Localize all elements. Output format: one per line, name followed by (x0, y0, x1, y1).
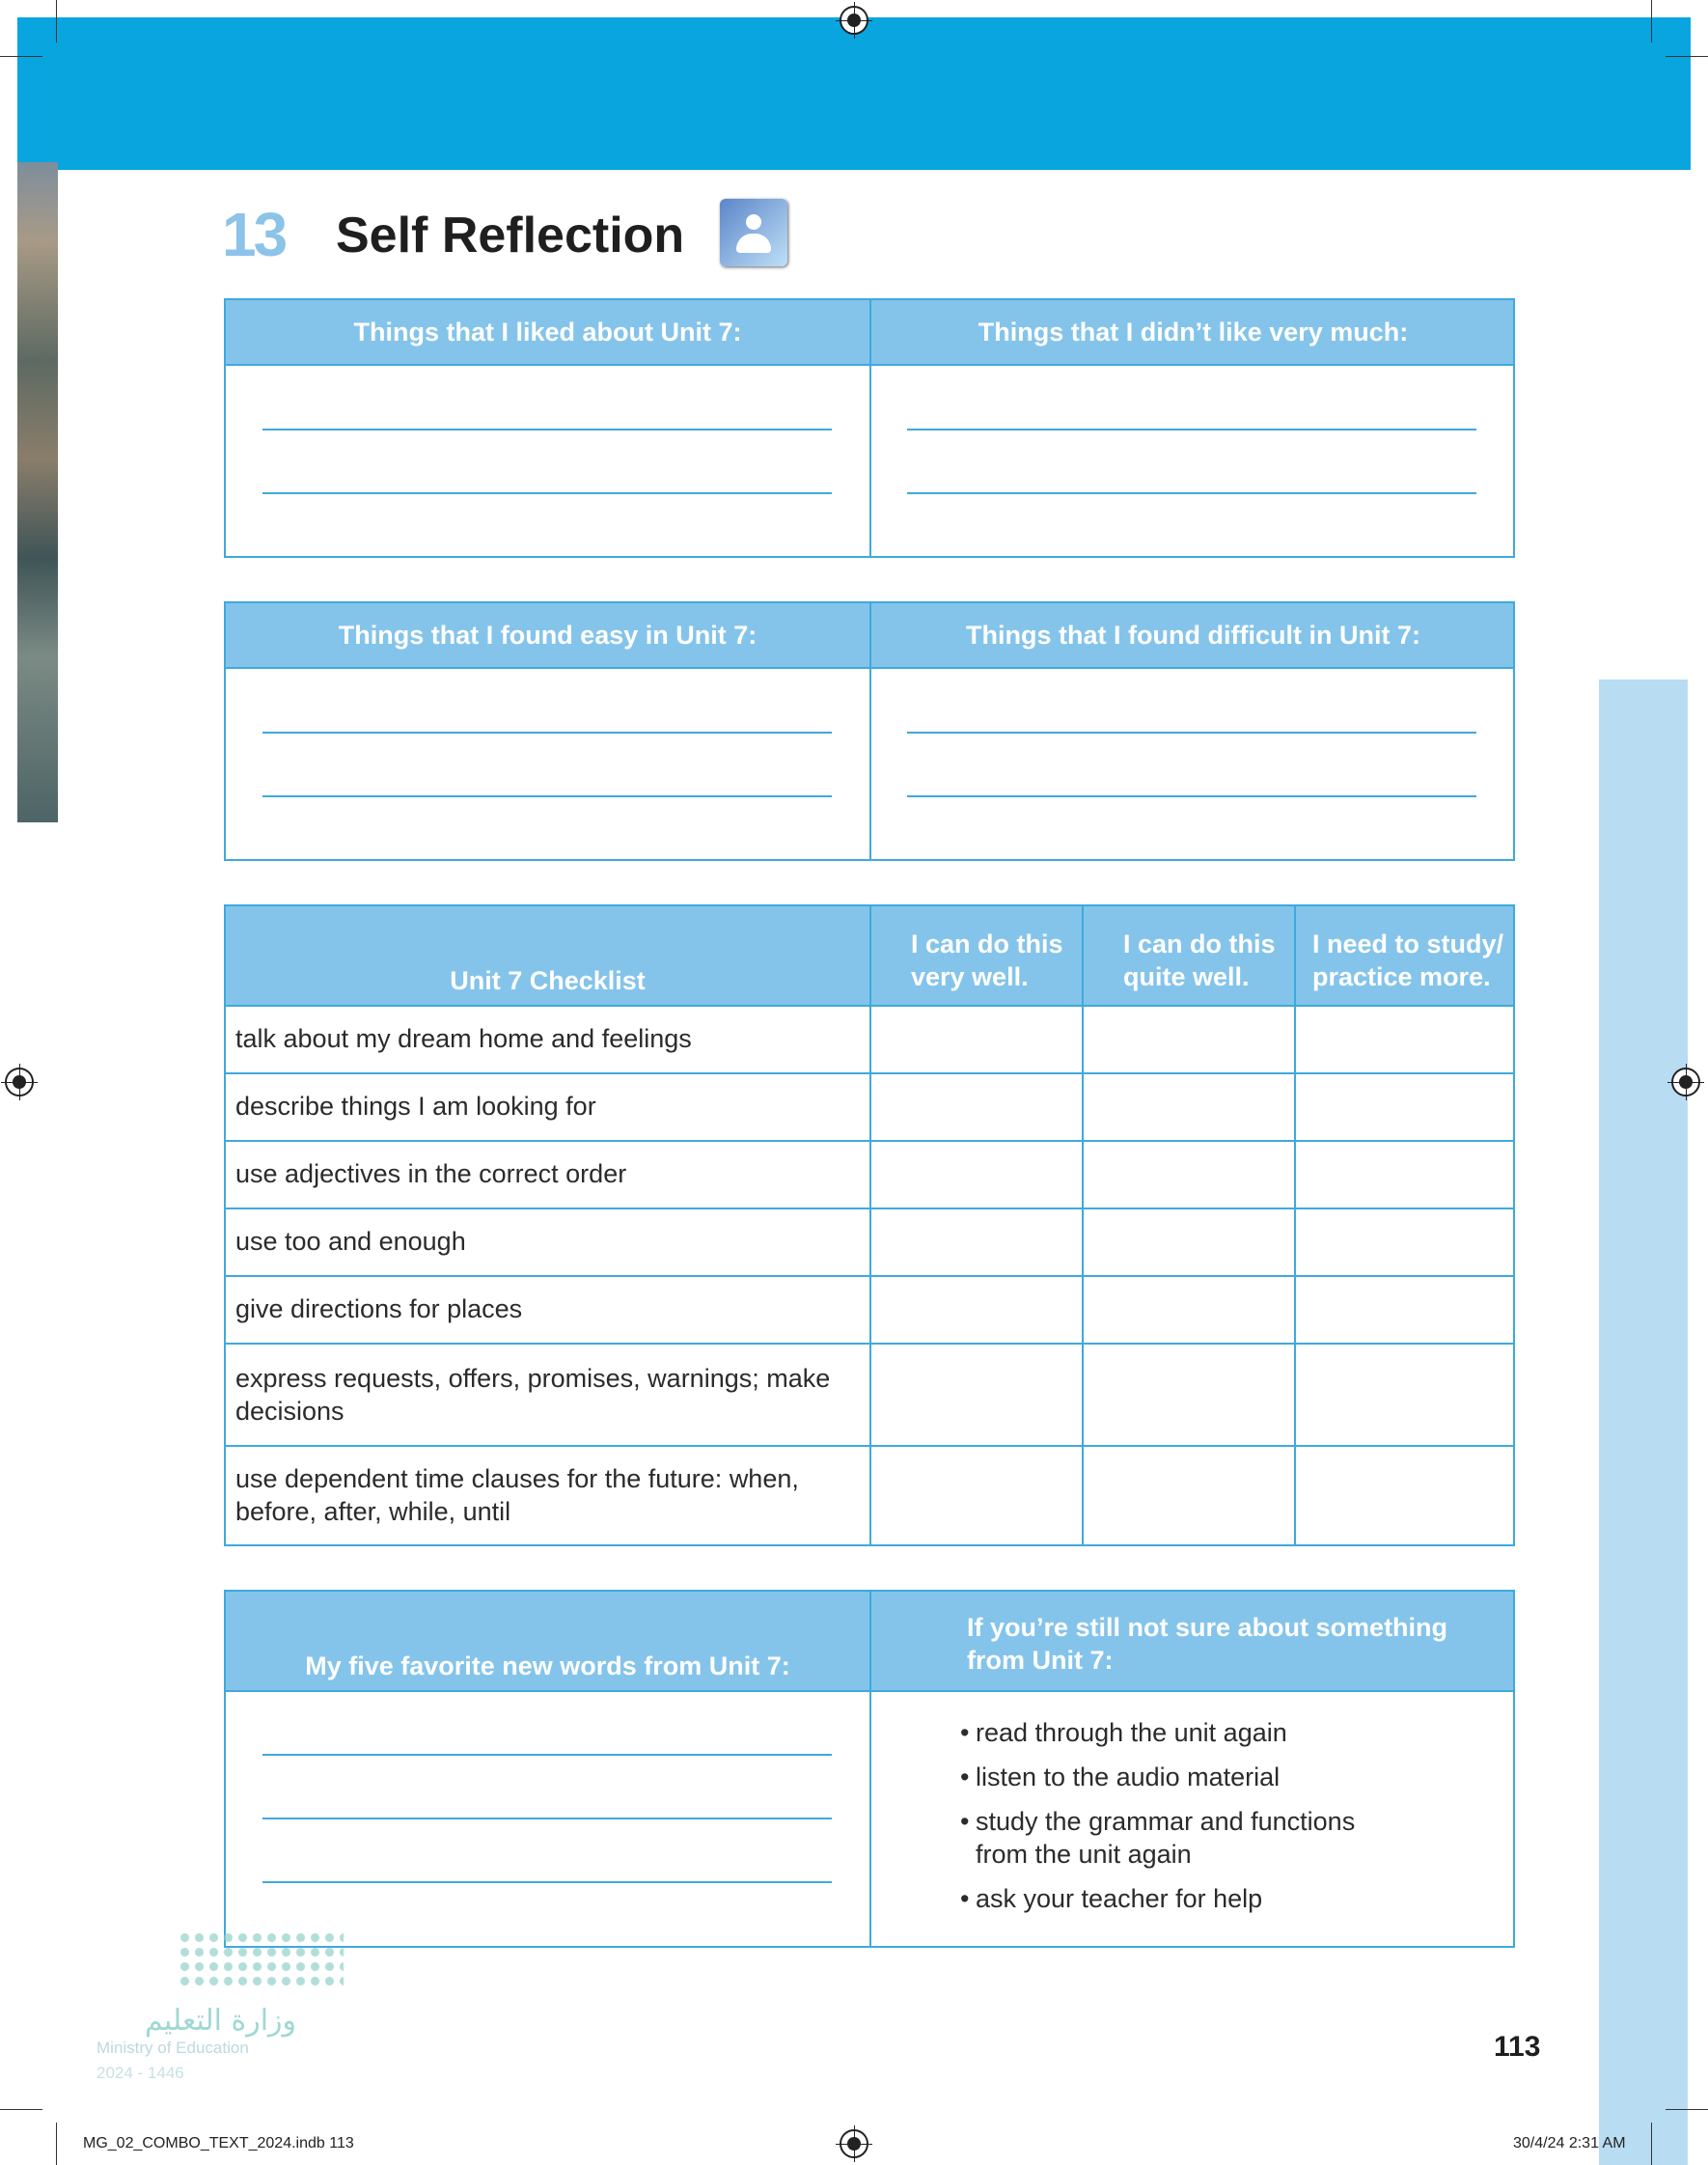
writing-line[interactable] (262, 732, 832, 734)
crop-mark (1651, 0, 1652, 42)
favorite-words-header: My five favorite new words from Unit 7: (305, 1651, 790, 1680)
column-divider (869, 1592, 871, 1946)
registration-mark-icon (840, 2129, 868, 2158)
writing-line[interactable] (262, 1754, 832, 1756)
registration-mark-icon (5, 1068, 34, 1096)
crop-mark (0, 56, 42, 57)
row-divider (226, 1343, 1513, 1345)
liked-header: Things that I liked about Unit 7: (353, 317, 742, 347)
registration-mark-icon (1671, 1068, 1700, 1096)
list-item: • listen to the audio material (960, 1761, 1400, 1793)
column-divider (1294, 906, 1296, 1544)
page-number: 113 (1494, 2031, 1541, 2063)
writing-line[interactable] (907, 732, 1476, 734)
column-divider (869, 906, 871, 1544)
checklist-row: use adjectives in the correct order (235, 1159, 627, 1188)
column-header-study-more: I need to study/ practice more. (1312, 930, 1504, 991)
row-divider (226, 1072, 1513, 1074)
crop-mark (1666, 56, 1708, 57)
page-title: Self Reflection (336, 208, 685, 264)
section-number: 13 (222, 200, 286, 269)
column-header-quite-well: I can do this quite well. (1123, 930, 1276, 991)
list-item: • read through the unit again (960, 1716, 1400, 1749)
reflection-box-likes (224, 298, 1515, 558)
crop-mark (56, 2123, 57, 2165)
writing-line[interactable] (262, 795, 832, 797)
row-divider (226, 1005, 1513, 1007)
row-divider (226, 1207, 1513, 1209)
writing-line[interactable] (262, 1881, 832, 1883)
footer-file: MG_02_COMBO_TEXT_2024.indb 113 (83, 2135, 354, 2151)
side-band (1599, 680, 1688, 2165)
list-item: • study the grammar and functions from the unit again (960, 1805, 1400, 1871)
ministry-logo-english: Ministry of Education (96, 2039, 249, 2057)
checklist-row: talk about my dream home and feelings (235, 1024, 692, 1053)
row-divider (226, 1445, 1513, 1447)
writing-line[interactable] (907, 492, 1476, 494)
ministry-logo-year: 2024 - 1446 (96, 2064, 184, 2082)
column-divider (1082, 906, 1084, 1544)
crop-mark (56, 0, 57, 42)
crop-mark (0, 2109, 42, 2110)
reflection-box-easy-difficult (224, 601, 1515, 861)
checklist-row: use dependent time clauses for the future: when, before, after, while, until (235, 1464, 799, 1526)
footer-date: 30/4/24 2:31 AM (1513, 2135, 1626, 2151)
crop-mark (1666, 2109, 1708, 2110)
registration-mark-icon (840, 6, 868, 35)
checklist-table (224, 904, 1515, 1546)
checklist-row: express requests, offers, promises, warnings; make decisions (235, 1364, 831, 1426)
easy-header: Things that I found easy in Unit 7: (338, 620, 758, 650)
checklist-row: give directions for places (235, 1294, 523, 1323)
top-banner (17, 17, 1691, 170)
checklist-title: Unit 7 Checklist (450, 965, 646, 995)
checklist-row: describe things I am looking for (235, 1092, 596, 1121)
column-header-very-well: I can do this very well. (911, 930, 1063, 991)
difficult-header: Things that I found difficult in Unit 7: (966, 620, 1420, 650)
writing-line[interactable] (907, 795, 1476, 797)
row-divider (226, 1140, 1513, 1142)
ministry-logo-arabic: وزارة التعليم (145, 2004, 297, 2038)
disliked-header: Things that I didn’t like very much: (978, 317, 1409, 347)
photo-strip (17, 162, 58, 822)
list-item: • ask your teacher for help (960, 1882, 1400, 1915)
writing-line[interactable] (262, 1818, 832, 1819)
row-divider (226, 1275, 1513, 1277)
tips-list (960, 1716, 1400, 1927)
writing-line[interactable] (262, 492, 832, 494)
self-reflection-icon (720, 199, 787, 266)
ministry-logo-dots (178, 1930, 344, 1988)
not-sure-header: If you’re still not sure about something from Unit 7: (967, 1613, 1448, 1675)
checklist-row: use too and enough (235, 1227, 466, 1256)
writing-line[interactable] (262, 429, 832, 430)
writing-line[interactable] (907, 429, 1476, 430)
crop-mark (1651, 2123, 1652, 2165)
